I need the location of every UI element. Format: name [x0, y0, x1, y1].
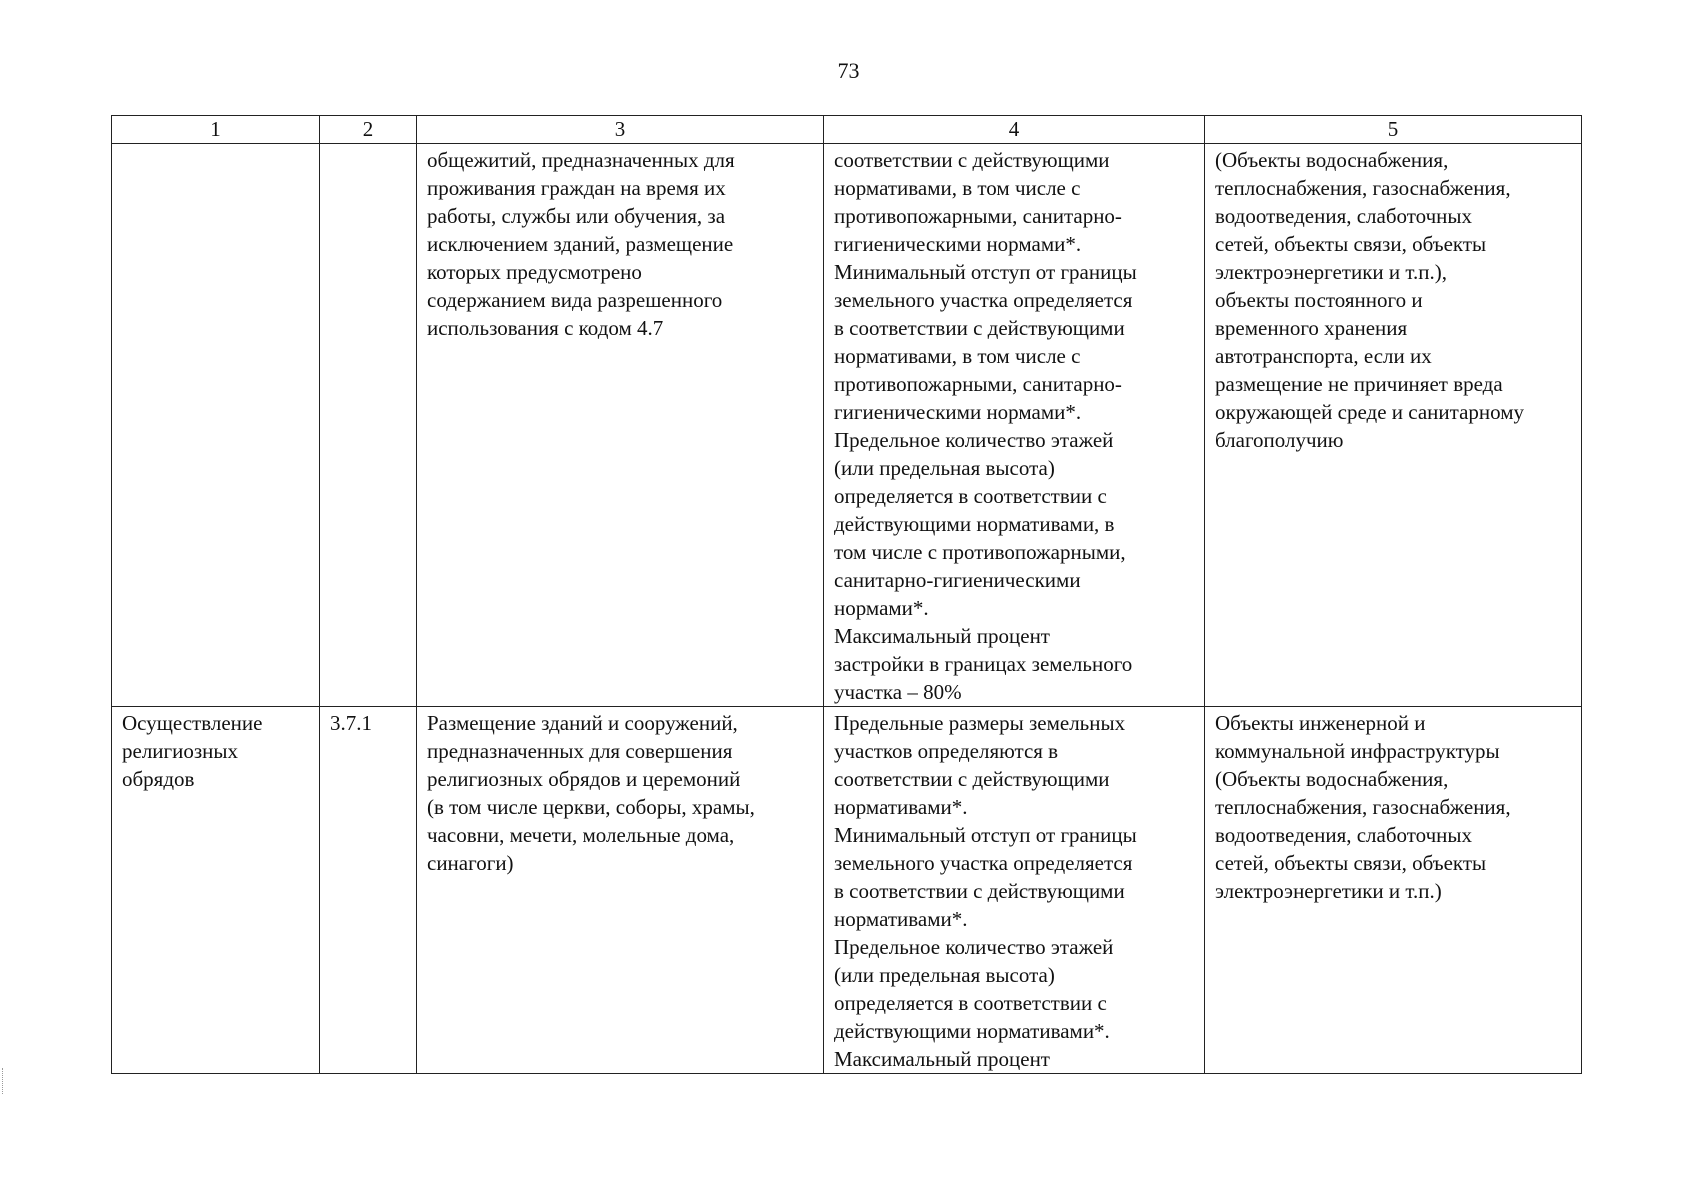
cell-auxiliary-uses: Объекты инженерной и коммунальной инфраструктуры (Объекты водоснабжения, теплоснабжения, газоснабжения, водоотведения, слаботочных сетей, объекты связи, объекты электроэнергетики и т.п.) — [1205, 707, 1582, 1074]
cell-parameters: Предельные размеры земельных участков определяются в соответствии с действующими нормативами*. Минимальный отступ от границы земельного участка определяется в соответствии с действующими нормативами*. Предельное количество этажей (или предельная высота) определяется в соответствии с действующими нормативами*. Максимальный процент — [824, 707, 1205, 1074]
scan-edge-mark — [2, 1068, 7, 1094]
header-col-4: 4 — [824, 116, 1205, 144]
table-row — [112, 707, 1582, 1074]
regulations-table — [111, 115, 1582, 1074]
table-header-row — [112, 116, 1582, 144]
cell-auxiliary-uses: (Объекты водоснабжения, теплоснабжения, газоснабжения, водоотведения, слаботочных сетей, объекты связи, объекты электроэнергетики и т.п.), объекты постоянного и временного хранения автотранспорта, если их размещение не причиняет вреда окружающей среде и санитарному благополучию — [1205, 144, 1582, 707]
page-number: 73 — [837, 58, 860, 83]
header-col-2: 2 — [320, 116, 417, 144]
cell-use-description: общежитий, предназначенных для проживания граждан на время их работы, службы или обучения, за исключением зданий, размещение которых предусмотрено содержанием вида разрешенного использования с кодом 4.7 — [417, 144, 824, 707]
cell-use-description: Размещение зданий и сооружений, предназначенных для совершения религиозных обрядов и церемоний (в том числе церкви, соборы, храмы, часовни, мечети, молельные дома, синагоги) — [417, 707, 824, 1074]
cell-use-name — [112, 144, 320, 707]
cell-use-name: Осуществление религиозных обрядов — [112, 707, 320, 1074]
table-row — [112, 144, 1582, 707]
cell-use-code: 3.7.1 — [320, 707, 417, 1074]
header-col-3: 3 — [417, 116, 824, 144]
cell-use-code — [320, 144, 417, 707]
cell-parameters: соответствии с действующими нормативами, в том числе с противопожарными, санитарно- гигиеническими нормами*. Минимальный отступ от границы земельного участка определяется в соответствии с действующими нормативами, в том числе с противопожарными, санитарно- гигиеническими нормами*. Предельное количество этажей (или предельная высота) определяется в соответствии с действующими нормативами, в том числе с противопожарными, санитарно-гигиеническими нормами*. Максимальный процент застройки в границах земельного участка – 80% — [824, 144, 1205, 707]
header-col-1: 1 — [112, 116, 320, 144]
header-col-5: 5 — [1205, 116, 1582, 144]
